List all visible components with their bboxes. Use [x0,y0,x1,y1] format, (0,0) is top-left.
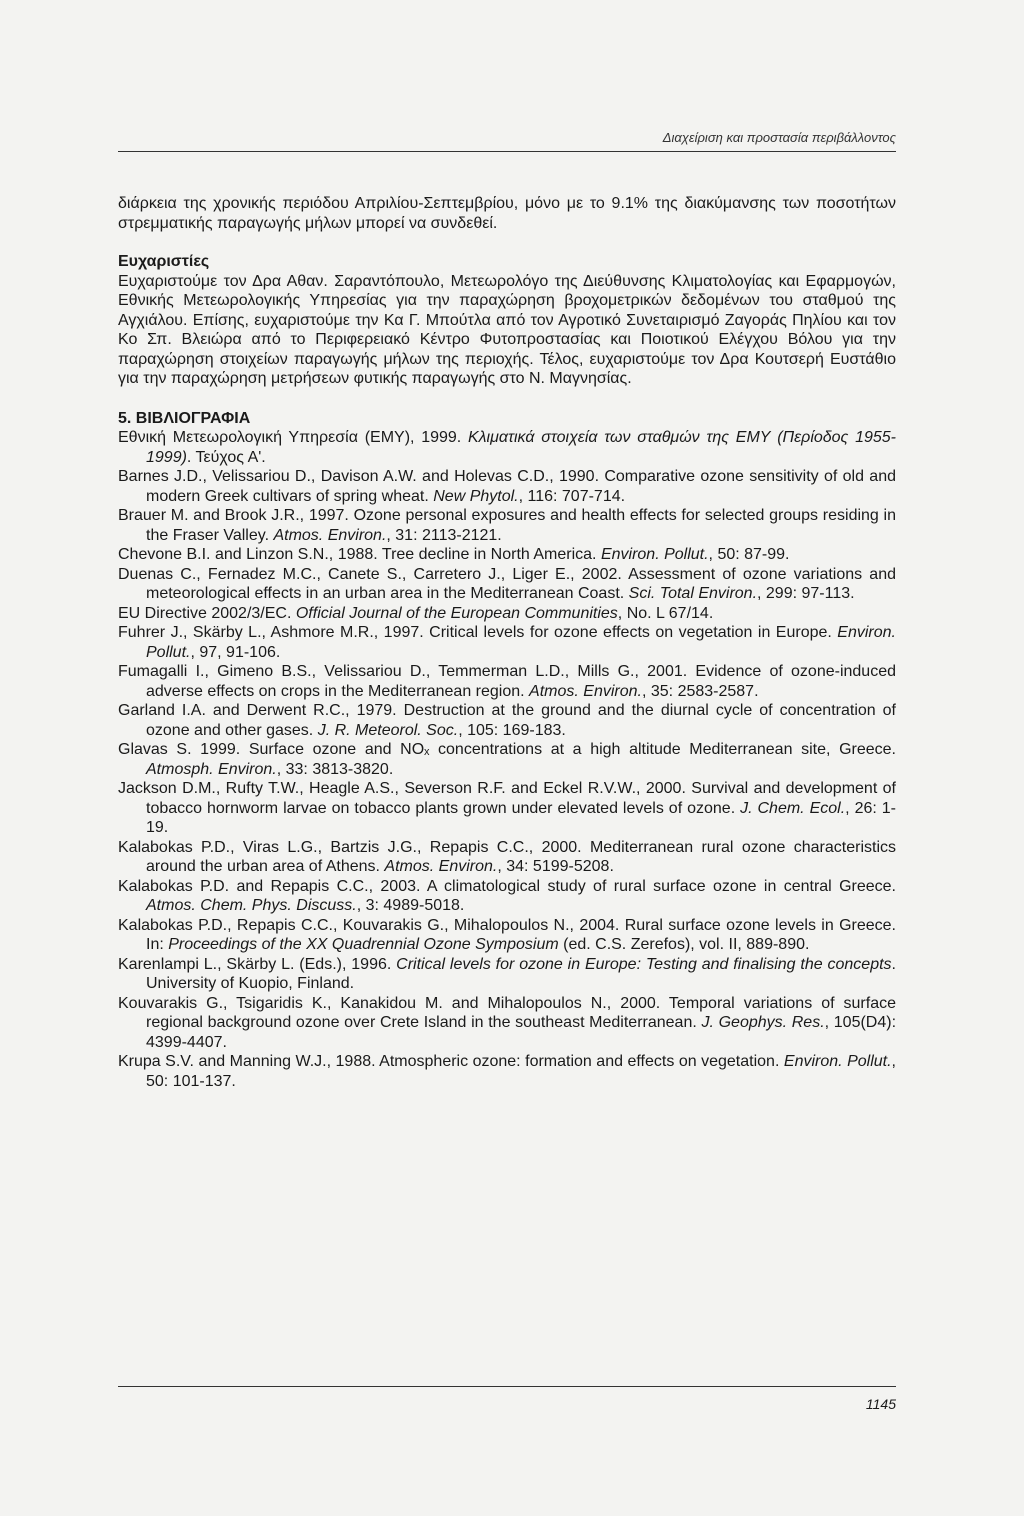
reference-item: Kalabokas P.D., Viras L.G., Bartzis J.G., Repapis C.C., 2000. Mediterranean rural ozone characteristics around the urban area of Athens. Atmos. Environ., 34: 5199-5208. [118,838,896,875]
acknowledgements-text: Ευχαριστούμε τον Δρα Αθαν. Σαραντόπουλο, Μετεωρολόγο της Διεύθυνσης Κλιματολογίας και Εφαρμογών, Εθνικής Μετεωρολογικής Υπηρεσίας για την παραχώρηση βροχομετρικών δεδομένων του σταθμού της Αγχιάλου. Επίσης, ευχαριστούμε την Κα Γ. Μπούτλα από τον Αγροτικό Συνεταιρισμό Ζαγοράς Πηλίου και τον Κο Σπ. Βλειώρα από το Περιφερειακό Κέντρο Φυτοπροστασίας και Ποιοτικού Ελέγχου Βόλου για την παραχώρηση στοιχείων παραγωγής μήλων της περιοχής. Τέλος, ευχαριστούμε τον Δρα Κουτσερή Ευστάθιο για την παραχώρηση μετρήσεων φυτικής παραγωγής στο Ν. Μαγνησίας. [118,272,896,387]
reference-item: Kalabokas P.D., Repapis C.C., Kouvarakis G., Mihalopoulos N., 2004. Rural surface ozone levels in Greece. In: Proceedings of the XX Quadrennial Ozone Symposium (ed. C.S. Zerefos), vol. II, 889-890. [118,916,896,953]
reference-item: Jackson D.M., Rufty T.W., Heagle A.S., Severson R.F. and Eckel R.V.W., 2000. Survival and development of tobacco hornworm larvae on tobacco plants grown under elevated levels of ozone. J. Chem. Ecol., 26: 1-19. [118,780,896,836]
reference-item: Εθνική Μετεωρολογική Υπηρεσία (ΕΜΥ), 1999. Κλιματικά στοιχεία των σταθμών της ΕΜΥ (Περίοδος 1955-1999). Τεύχος Α'. [118,429,896,466]
page-number: 1145 [865,1396,896,1412]
reference-item: Fuhrer J., Skärby L., Ashmore M.R., 1997. Critical levels for ozone effects on vegetation in Europe. Environ. Pollut., 97, 91-106. [118,624,896,661]
reference-item: Barnes J.D., Velissariou D., Davison A.W. and Holevas C.D., 1990. Comparative ozone sensitivity of old and modern Greek cultivars of spring wheat. New Phytol., 116: 707-714. [118,468,896,505]
reference-item: Kouvarakis G., Tsigaridis K., Kanakidou M. and Mihalopoulos N., 2000. Temporal variations of surface regional background ozone over Crete Island in the southeast Mediterranean. J. Geophys. Res., 105(D4): 4399-4407. [118,994,897,1051]
references-list [118,428,896,1091]
reference-item: Kalabokas P.D. and Repapis C.C., 2003. A climatological study of rural surface ozone in central Greece. Atmos. Chem. Phys. Discuss., 3: 4989-5018. [118,877,896,914]
reference-item: EU Directive 2002/3/EC. Official Journal of the European Communities, No. L 67/14. [118,604,714,622]
references-heading: 5. ΒΙΒΛΙΟΓΡΑΦΙΑ [118,409,251,427]
reference-item: Karenlampi L., Skärby L. (Eds.), 1996. Critical levels for ozone in Europe: Testing and finalising the concepts. University of Kuopio, Finland. [118,955,896,992]
reference-item: Fumagalli I., Gimeno B.S., Velissariou D., Temmerman L.D., Mills G., 2001. Evidence of ozone-induced adverse effects on crops in the Mediterranean region. Atmos. Environ., 35: 2583-2587. [118,663,896,700]
reference-item: Krupa S.V. and Manning W.J., 1988. Atmospheric ozone: formation and effects on vegetation. Environ. Pollut., 50: 101-137. [118,1053,896,1090]
reference-item: Garland I.A. and Derwent R.C., 1979. Destruction at the ground and the diurnal cycle of concentration of ozone and other gases. J. R. Meteorol. Soc., 105: 169-183. [118,702,896,739]
footer-rule [118,1386,896,1387]
running-header: Διαχείριση και προστασία περιβάλλοντος [662,130,896,145]
acknowledgements-heading: Ευχαριστίες [118,253,210,270]
reference-item: Brauer M. and Brook J.R., 1997. Ozone personal exposures and health effects for selected groups residing in the Fraser Valley. Atmos. Environ., 31: 2113-2121. [118,507,896,544]
reference-item: Chevone B.I. and Linzon S.N., 1988. Tree decline in North America. Environ. Pollut., 50: 87-99. [118,546,790,563]
page-content [118,194,896,1091]
intro-paragraph: διάρκεια της χρονικής περιόδου Απριλίου-Σεπτεμβρίου, μόνο με το 9.1% της διακύμανσης των ποσοτήτων στρεμματικής παραγωγής μήλων μπορεί να συνδεθεί. [118,195,896,232]
header-rule [118,151,896,152]
reference-item: Glavas S. 1999. Surface ozone and NOₓ concentrations at a high altitude Mediterranean site, Greece. Atmosph. Environ., 33: 3813-3820. [118,741,896,778]
reference-item: Duenas C., Fernadez M.C., Canete S., Carretero J., Liger E., 2002. Assessment of ozone variations and meteorological effects in an urban area in the Mediterranean Coast. Sci. Total Environ., 299: 97-113. [118,565,896,602]
